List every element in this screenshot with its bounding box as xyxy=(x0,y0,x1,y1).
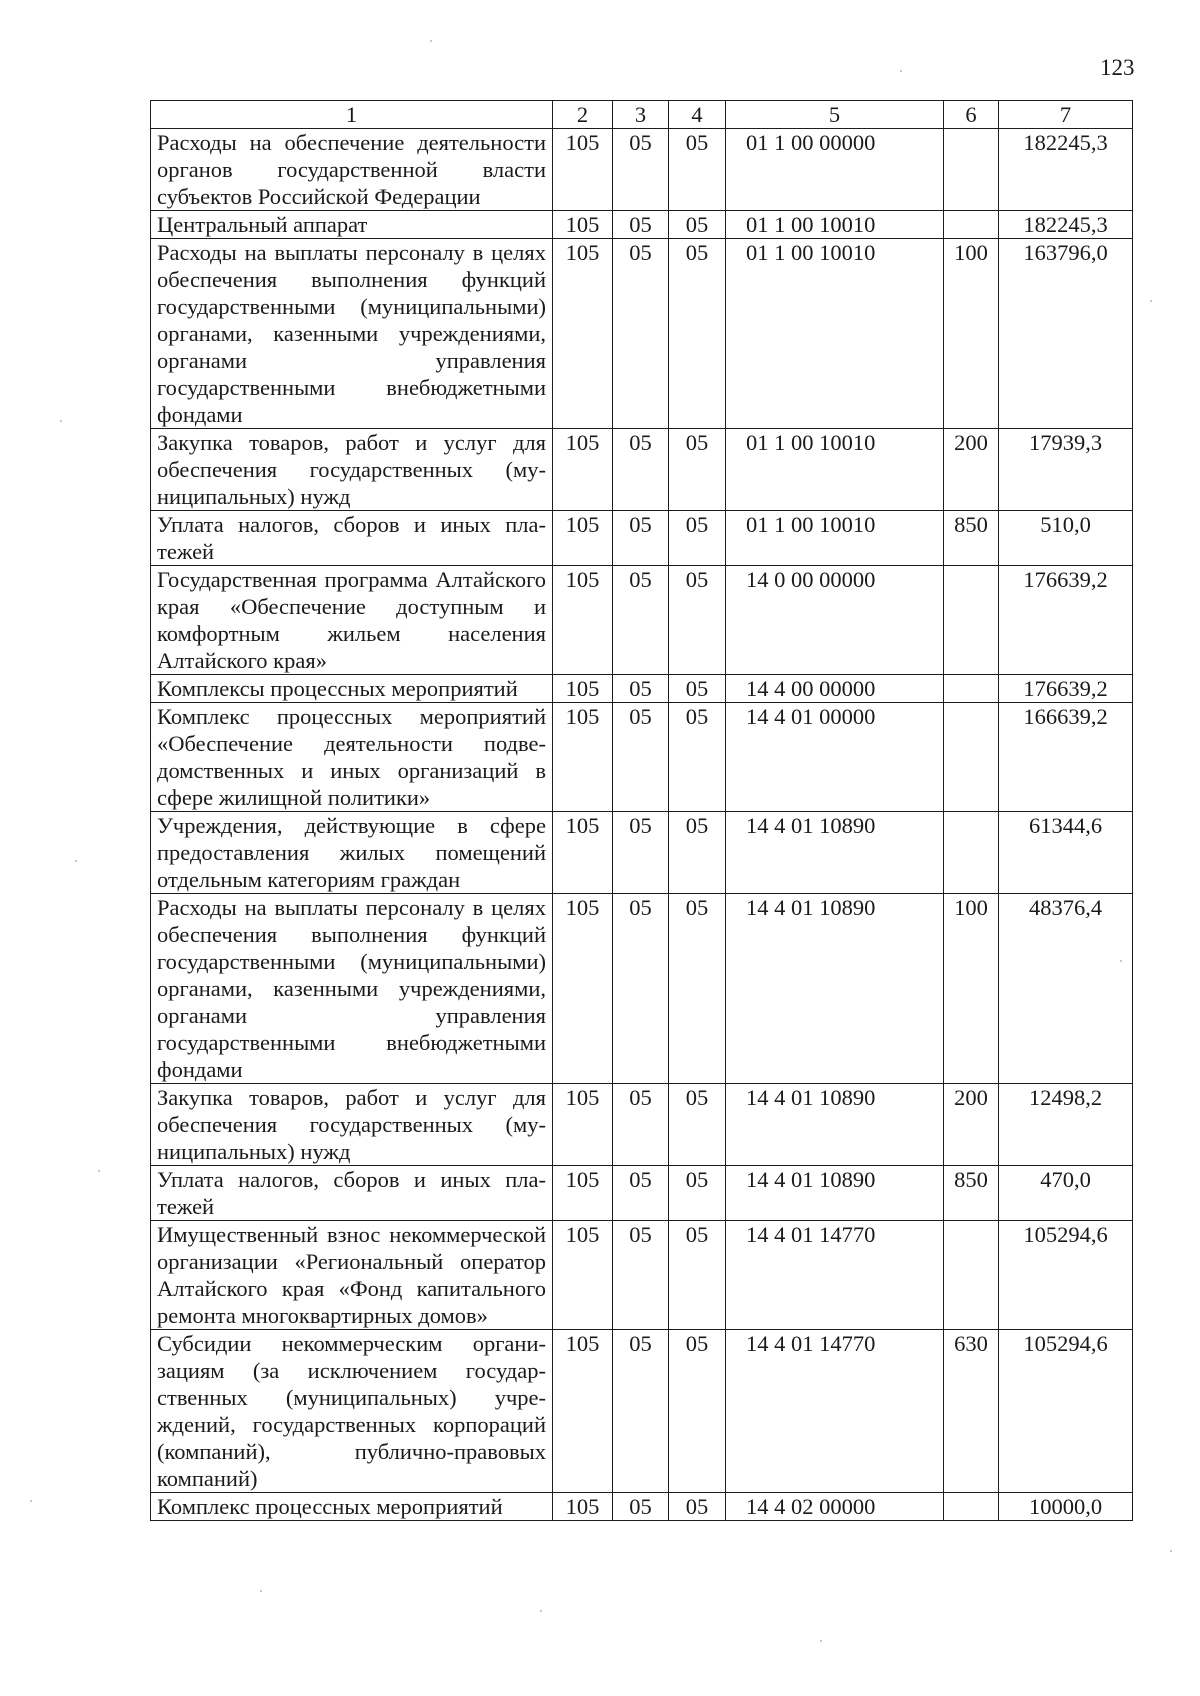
header-cell: 2 xyxy=(553,101,613,129)
row-code-2-cell: 105 xyxy=(553,511,613,566)
scan-speckle xyxy=(98,1170,100,1172)
row-code-2-cell: 105 xyxy=(553,239,613,429)
row-code-3-cell: 05 xyxy=(613,239,669,429)
row-code-2-cell: 105 xyxy=(553,211,613,239)
row-code-3-cell: 05 xyxy=(613,211,669,239)
row-expense-type-cell: 850 xyxy=(944,1166,999,1221)
row-code-4-cell: 05 xyxy=(669,429,726,511)
row-code-4-cell: 05 xyxy=(669,211,726,239)
row-name-cell: Субсидии некоммерческим организациям (за исключением государственных (муниципальных) учреждений, государственных корпораций (компаний), публично-правовых компаний) xyxy=(151,1330,553,1493)
table-row xyxy=(151,894,1133,1084)
scan-speckle xyxy=(900,70,902,72)
row-code-2-cell: 105 xyxy=(553,429,613,511)
header-cell: 3 xyxy=(613,101,669,129)
table-row xyxy=(151,812,1133,894)
table-row xyxy=(151,1493,1133,1521)
row-code-3-cell: 05 xyxy=(613,1493,669,1521)
row-name-cell: Учреждения, действующие в сфере предоставления жилых помещений отдельным категориям граждан xyxy=(151,812,553,894)
row-code-2-cell: 105 xyxy=(553,703,613,812)
row-code-4-cell: 05 xyxy=(669,1084,726,1166)
row-code-3-cell: 05 xyxy=(613,812,669,894)
row-target-code-cell: 01 1 00 00000 xyxy=(726,129,944,211)
table-row xyxy=(151,429,1133,511)
row-code-3-cell: 05 xyxy=(613,129,669,211)
row-code-3-cell: 05 xyxy=(613,511,669,566)
row-name-cell: Закупка товаров, работ и услуг для обеспечения государственных (муниципальных) нужд xyxy=(151,1084,553,1166)
row-code-2-cell: 105 xyxy=(553,1084,613,1166)
row-name-cell: Расходы на выплаты персоналу в целях обеспечения выполнения функций государственными (муниципальными) органами, казенными учреждениями, органами управления государственными внебюджетными фондами xyxy=(151,239,553,429)
row-code-3-cell: 05 xyxy=(613,429,669,511)
header-cell: 6 xyxy=(944,101,999,129)
row-code-3-cell: 05 xyxy=(613,1330,669,1493)
row-code-2-cell: 105 xyxy=(553,1493,613,1521)
row-code-3-cell: 05 xyxy=(613,566,669,675)
scan-speckle xyxy=(1150,300,1152,302)
table-row xyxy=(151,1166,1133,1221)
table-row xyxy=(151,675,1133,703)
row-code-3-cell: 05 xyxy=(613,703,669,812)
row-target-code-cell: 14 4 02 00000 xyxy=(726,1493,944,1521)
table-row xyxy=(151,566,1133,675)
row-code-3-cell: 05 xyxy=(613,1166,669,1221)
row-code-4-cell: 05 xyxy=(669,511,726,566)
row-amount-cell: 176639,2 xyxy=(999,675,1133,703)
row-code-2-cell: 105 xyxy=(553,1330,613,1493)
budget-table xyxy=(150,100,1133,1521)
row-name-cell: Расходы на обеспечение деятельности органов государственной власти субъектов Российской Федерации xyxy=(151,129,553,211)
scan-speckle xyxy=(75,860,77,862)
row-target-code-cell: 14 4 01 10890 xyxy=(726,1084,944,1166)
row-expense-type-cell: 100 xyxy=(944,894,999,1084)
row-code-2-cell: 105 xyxy=(553,1221,613,1330)
row-name-cell: Имущественный взнос некоммерческой организации «Региональный оператор Алтайского края «Фонд капитального ремонта многоквартирных домов» xyxy=(151,1221,553,1330)
row-expense-type-cell xyxy=(944,1493,999,1521)
row-expense-type-cell xyxy=(944,812,999,894)
row-name-cell: Государственная программа Алтайского края «Обеспечение доступным и комфортным жильем населения Алтайского края» xyxy=(151,566,553,675)
scan-speckle xyxy=(820,1640,822,1642)
row-expense-type-cell: 630 xyxy=(944,1330,999,1493)
row-name-cell: Комплекс процессных мероприятий xyxy=(151,1493,553,1521)
row-amount-cell: 510,0 xyxy=(999,511,1133,566)
row-amount-cell: 17939,3 xyxy=(999,429,1133,511)
row-code-4-cell: 05 xyxy=(669,1330,726,1493)
scan-speckle xyxy=(260,1590,262,1592)
row-amount-cell: 61344,6 xyxy=(999,812,1133,894)
header-cell: 5 xyxy=(726,101,944,129)
row-target-code-cell: 01 1 00 10010 xyxy=(726,511,944,566)
row-code-3-cell: 05 xyxy=(613,675,669,703)
row-expense-type-cell xyxy=(944,211,999,239)
row-code-4-cell: 05 xyxy=(669,812,726,894)
row-code-4-cell: 05 xyxy=(669,675,726,703)
row-code-2-cell: 105 xyxy=(553,566,613,675)
row-target-code-cell: 01 1 00 10010 xyxy=(726,429,944,511)
row-code-4-cell: 05 xyxy=(669,239,726,429)
row-target-code-cell: 14 4 01 00000 xyxy=(726,703,944,812)
row-amount-cell: 48376,4 xyxy=(999,894,1133,1084)
row-amount-cell: 12498,2 xyxy=(999,1084,1133,1166)
row-target-code-cell: 14 0 00 00000 xyxy=(726,566,944,675)
row-expense-type-cell: 100 xyxy=(944,239,999,429)
scan-speckle xyxy=(1170,1550,1172,1552)
scan-speckle xyxy=(60,420,62,422)
row-target-code-cell: 14 4 01 14770 xyxy=(726,1221,944,1330)
row-target-code-cell: 01 1 00 10010 xyxy=(726,239,944,429)
table-row xyxy=(151,211,1133,239)
row-code-2-cell: 105 xyxy=(553,812,613,894)
row-code-3-cell: 05 xyxy=(613,1084,669,1166)
row-target-code-cell: 14 4 01 10890 xyxy=(726,894,944,1084)
row-code-3-cell: 05 xyxy=(613,894,669,1084)
row-expense-type-cell xyxy=(944,675,999,703)
row-target-code-cell: 01 1 00 10010 xyxy=(726,211,944,239)
row-target-code-cell: 14 4 01 10890 xyxy=(726,1166,944,1221)
row-target-code-cell: 14 4 01 10890 xyxy=(726,812,944,894)
row-amount-cell: 10000,0 xyxy=(999,1493,1133,1521)
header-cell: 4 xyxy=(669,101,726,129)
row-expense-type-cell: 200 xyxy=(944,1084,999,1166)
page-number: 123 xyxy=(1100,55,1135,80)
table-row xyxy=(151,1221,1133,1330)
scan-speckle xyxy=(1120,960,1122,962)
row-target-code-cell: 14 4 00 00000 xyxy=(726,675,944,703)
table-row xyxy=(151,511,1133,566)
row-amount-cell: 163796,0 xyxy=(999,239,1133,429)
table-row xyxy=(151,239,1133,429)
scan-speckle xyxy=(540,1610,542,1612)
table-row xyxy=(151,1330,1133,1493)
table-row xyxy=(151,1084,1133,1166)
header-cell: 1 xyxy=(151,101,553,129)
row-code-4-cell: 05 xyxy=(669,1166,726,1221)
row-name-cell: Комплекс процессных мероприятий «Обеспечение деятельности подведомственных и иных организаций в сфере жилищной политики» xyxy=(151,703,553,812)
header-cell: 7 xyxy=(999,101,1133,129)
row-code-2-cell: 105 xyxy=(553,1166,613,1221)
row-code-2-cell: 105 xyxy=(553,894,613,1084)
row-name-cell: Уплата налогов, сборов и иных платежей xyxy=(151,1166,553,1221)
table-row xyxy=(151,129,1133,211)
row-target-code-cell: 14 4 01 14770 xyxy=(726,1330,944,1493)
row-expense-type-cell xyxy=(944,566,999,675)
row-amount-cell: 166639,2 xyxy=(999,703,1133,812)
row-name-cell: Расходы на выплаты персоналу в целях обеспечения выполнения функций государственными (муниципальными) органами, казенными учреждениями, органами управления государственными внебюджетными фондами xyxy=(151,894,553,1084)
row-code-4-cell: 05 xyxy=(669,1221,726,1330)
scan-speckle xyxy=(430,40,432,42)
row-expense-type-cell xyxy=(944,129,999,211)
row-name-cell: Центральный аппарат xyxy=(151,211,553,239)
row-amount-cell: 105294,6 xyxy=(999,1330,1133,1493)
row-code-4-cell: 05 xyxy=(669,129,726,211)
row-code-2-cell: 105 xyxy=(553,129,613,211)
row-code-4-cell: 05 xyxy=(669,703,726,812)
row-code-2-cell: 105 xyxy=(553,675,613,703)
row-name-cell: Закупка товаров, работ и услуг для обеспечения государственных (муниципальных) нужд xyxy=(151,429,553,511)
row-name-cell: Комплексы процессных мероприятий xyxy=(151,675,553,703)
row-expense-type-cell: 200 xyxy=(944,429,999,511)
row-amount-cell: 182245,3 xyxy=(999,211,1133,239)
row-expense-type-cell xyxy=(944,1221,999,1330)
row-expense-type-cell: 850 xyxy=(944,511,999,566)
row-code-4-cell: 05 xyxy=(669,1493,726,1521)
row-amount-cell: 176639,2 xyxy=(999,566,1133,675)
row-code-3-cell: 05 xyxy=(613,1221,669,1330)
row-name-cell: Уплата налогов, сборов и иных платежей xyxy=(151,511,553,566)
row-code-4-cell: 05 xyxy=(669,566,726,675)
row-amount-cell: 105294,6 xyxy=(999,1221,1133,1330)
scan-speckle xyxy=(30,1500,32,1502)
row-amount-cell: 182245,3 xyxy=(999,129,1133,211)
row-amount-cell: 470,0 xyxy=(999,1166,1133,1221)
table-row xyxy=(151,703,1133,812)
table-header-row xyxy=(151,101,1133,129)
row-expense-type-cell xyxy=(944,703,999,812)
row-code-4-cell: 05 xyxy=(669,894,726,1084)
